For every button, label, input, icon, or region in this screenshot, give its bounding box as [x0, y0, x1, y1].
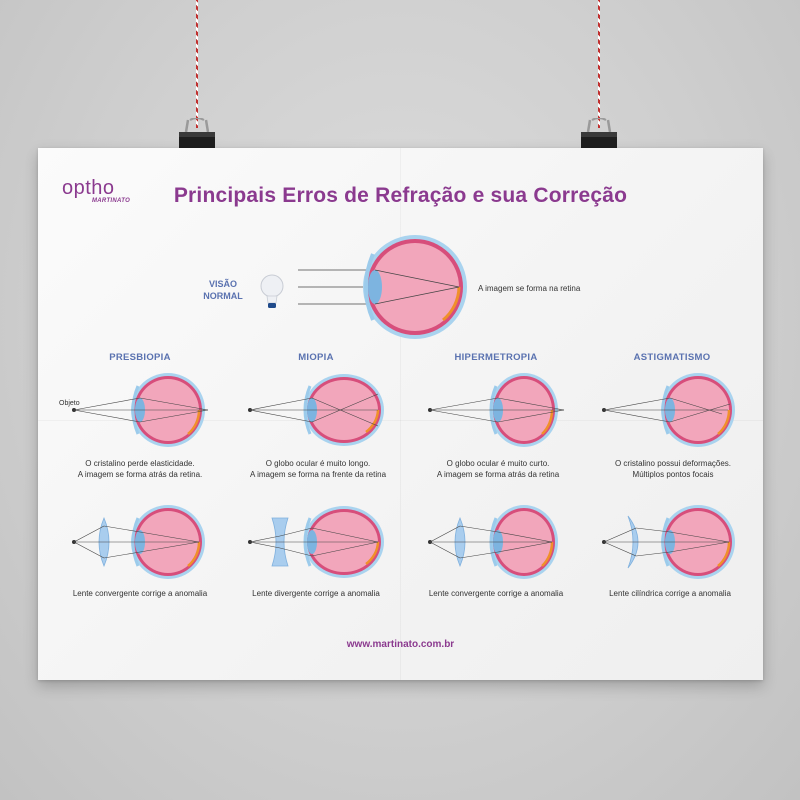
fold-line	[400, 148, 401, 680]
column-title: ASTIGMATISMO	[633, 352, 711, 363]
light-bulb-icon	[260, 272, 288, 312]
correction-caption: Lente divergente corrige a anomalia	[252, 589, 380, 598]
normal-vision-caption: A imagem se forma na retina	[478, 284, 581, 293]
normal-vision-diagram	[293, 232, 473, 342]
condition-caption: O cristalino perde elasticidade. A imagem se forma atrás da retina.	[77, 459, 203, 479]
condition-caption: O globo ocular é muito longo. A imagem se forma na frente da retina	[249, 459, 387, 479]
poster	[38, 148, 763, 680]
presbiopia-diagram	[68, 370, 218, 450]
website-url: www.martinato.com.br	[346, 639, 455, 650]
column-title: PRESBIOPIA	[109, 352, 171, 363]
astigmatismo-correction-diagram	[598, 502, 748, 582]
column-title: HIPERMETROPIA	[454, 352, 538, 363]
correction-caption: Lente convergente corrige a anomalia	[428, 589, 564, 598]
condition-caption: O globo ocular é muito curto. A imagem se forma atrás da retina	[436, 459, 560, 479]
normal-vision-label: VISÃO NORMAL	[203, 279, 243, 301]
presbiopia-correction-diagram	[68, 502, 218, 582]
logo-subtext: MARTINATO	[92, 198, 131, 204]
column-title: MIOPIA	[298, 352, 334, 363]
hipermetropia-correction-diagram	[424, 502, 574, 582]
eye-cross-section-icon	[363, 235, 467, 339]
miopia-correction-diagram	[244, 502, 394, 582]
correction-caption: Lente cilíndrica corrige a anomalia	[609, 589, 731, 598]
logo-text: optho	[62, 177, 115, 199]
hanging-string-left	[196, 0, 198, 128]
correction-caption: Lente convergente corrige a anomalia	[72, 589, 208, 598]
miopia-diagram	[244, 370, 394, 450]
object-label: Objeto	[59, 400, 80, 407]
hanging-string-right	[598, 0, 600, 128]
astigmatismo-diagram	[598, 370, 748, 450]
hipermetropia-diagram	[424, 370, 574, 450]
poster-title: Principais Erros de Refração e sua Correção	[173, 184, 628, 207]
condition-caption: O cristalino possui deformações. Múltiplos pontos focais	[614, 459, 732, 479]
